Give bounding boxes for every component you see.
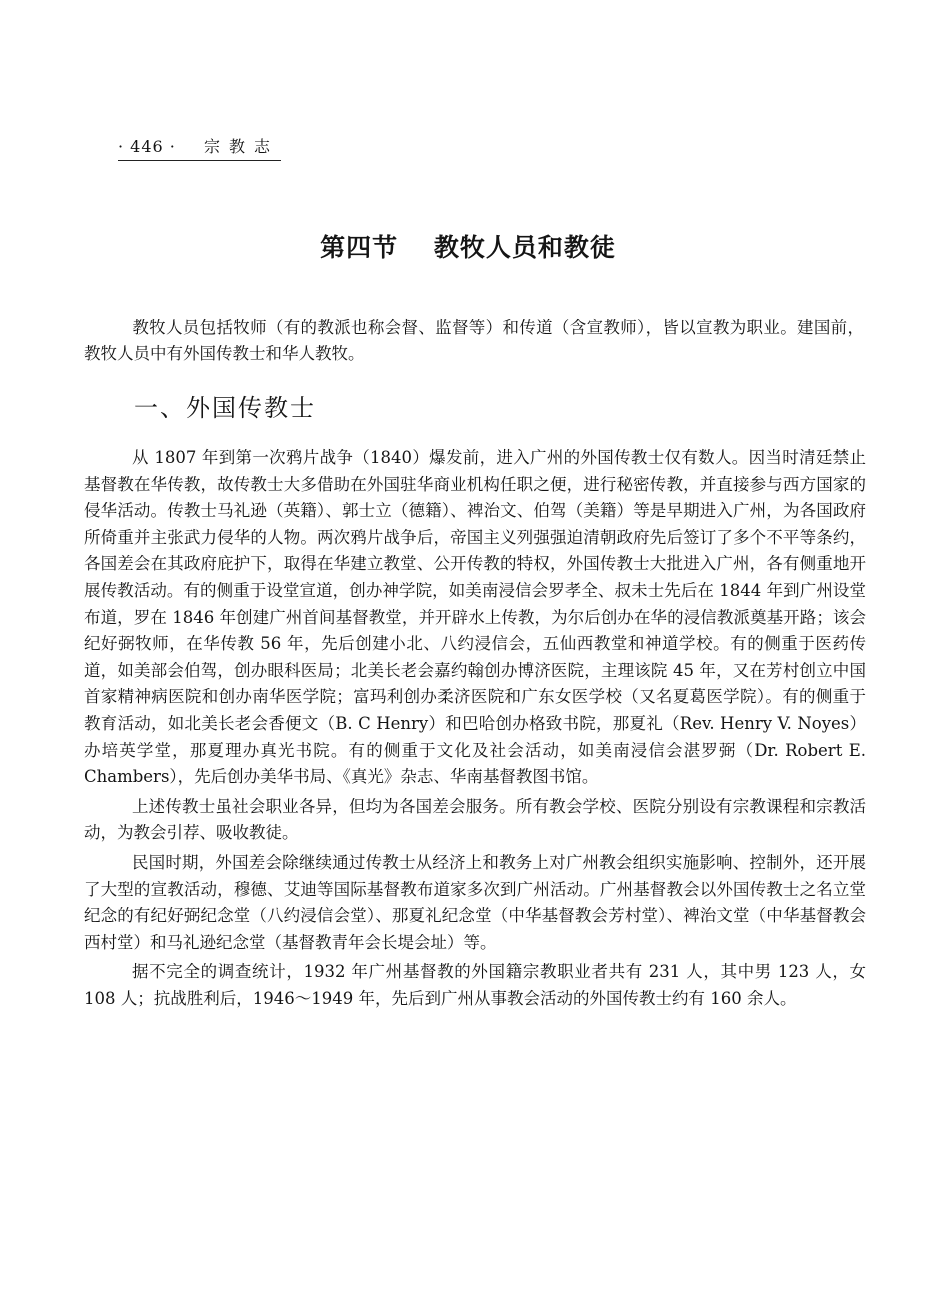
body-text [84,445,866,1015]
paragraph: 民国时期，外国差会除继续通过传教士从经济上和教务上对广州教会组织实施影响、控制外，还开展了大型的宣教活动，穆德、艾迪等国际基督教布道家多次到广州活动。广州基督教会以外国传教士之名立堂纪念的有纪好弼纪念堂（八约浸信会堂）、那夏礼纪念堂（中华基督教会芳村堂）、裨治文堂（中华基督教会西村堂）和马礼逊纪念堂（基督教青年会长堤会址）等。 [84,852,866,952]
section-title-text: 教牧人员和教徒 [433,233,616,262]
subsection-heading: 一、外国传教士 [134,394,316,422]
running-header [118,134,281,161]
paragraph: 上述传教士虽社会职业各异，但均为各国差会服务。所有教会学校、医院分别设有宗教课程和宗教活动，为教会引荐、吸收教徒。 [84,796,866,843]
paragraph: 从 1807 年到第一次鸦片战争（1840）爆发前，进入广州的外国传教士仅有数人。因当时清廷禁止基督教在华传教，故传教士大多借助在外国驻华商业机构任职之便，进行秘密传教，并直接参与西方国家的侵华活动。传教士马礼逊（英籍）、郭士立（德籍）、裨治文、伯驾（美籍）等是早期进入广州，为各国政府所倚重并主张武力侵华的人物。两次鸦片战争后，帝国主义列强强迫清朝政府先后签订了多个不平等条约，各国差会在其政府庇护下，取得在华建立教堂、公开传教的特权，外国传教士大批进入广州，各有侧重地开展传教活动。有的侧重于设堂宣道，创办神学院，如美南浸信会罗孝全、叔未士先后在 1844 年到广州设堂布道，罗在 1846 年创建广州首间基督教堂，并开辟水上传教，为尔后创办在华的浸信教派奠基开路；该会纪好弼牧师，在华传教 56 年，先后创建小北、八约浸信会，五仙西教堂和神道学校。有的侧重于医药传道，如美部会伯驾，创办眼科医局；北美长老会嘉约翰创办博济医院，主理该院 45 年，又在芳村创立中国首家精神病医院和创办南华医学院；富玛利创办柔济医院和广东女医学校（又名夏葛医学院）。有的侧重于教育活动，如北美长老会香便文（B. C Henry）和巴哈创办格致书院，那夏礼（Rev. Henry V. Noyes）办培英学堂，那夏理办真光书院。有的侧重于文化及社会活动，如美南浸信会湛罗弼（Dr. Robert E. Chambers），先后创办美华书局、《真光》杂志、华南基督教图书馆。 [84,448,866,787]
intro-paragraph [84,315,864,367]
intro-text: 教牧人员包括牧师（有的教派也称会督、监督等）和传道（含宣教师），皆以宣教为职业。建国前，教牧人员中有外国传教士和华人教牧。 [84,318,864,363]
section-number: 第四节 [320,233,399,262]
page-number: · 446 · [118,137,176,156]
book-title: 宗教志 [203,137,279,156]
paragraph: 据不完全的调查统计，1932 年广州基督教的外国籍宗教职业者共有 231 人，其中男 123 人，女 108 人；抗战胜利后，1946～1949 年，先后到广州从事教会活动的外国传教士约有 160 余人。 [84,962,866,1008]
section-title [0,228,936,264]
